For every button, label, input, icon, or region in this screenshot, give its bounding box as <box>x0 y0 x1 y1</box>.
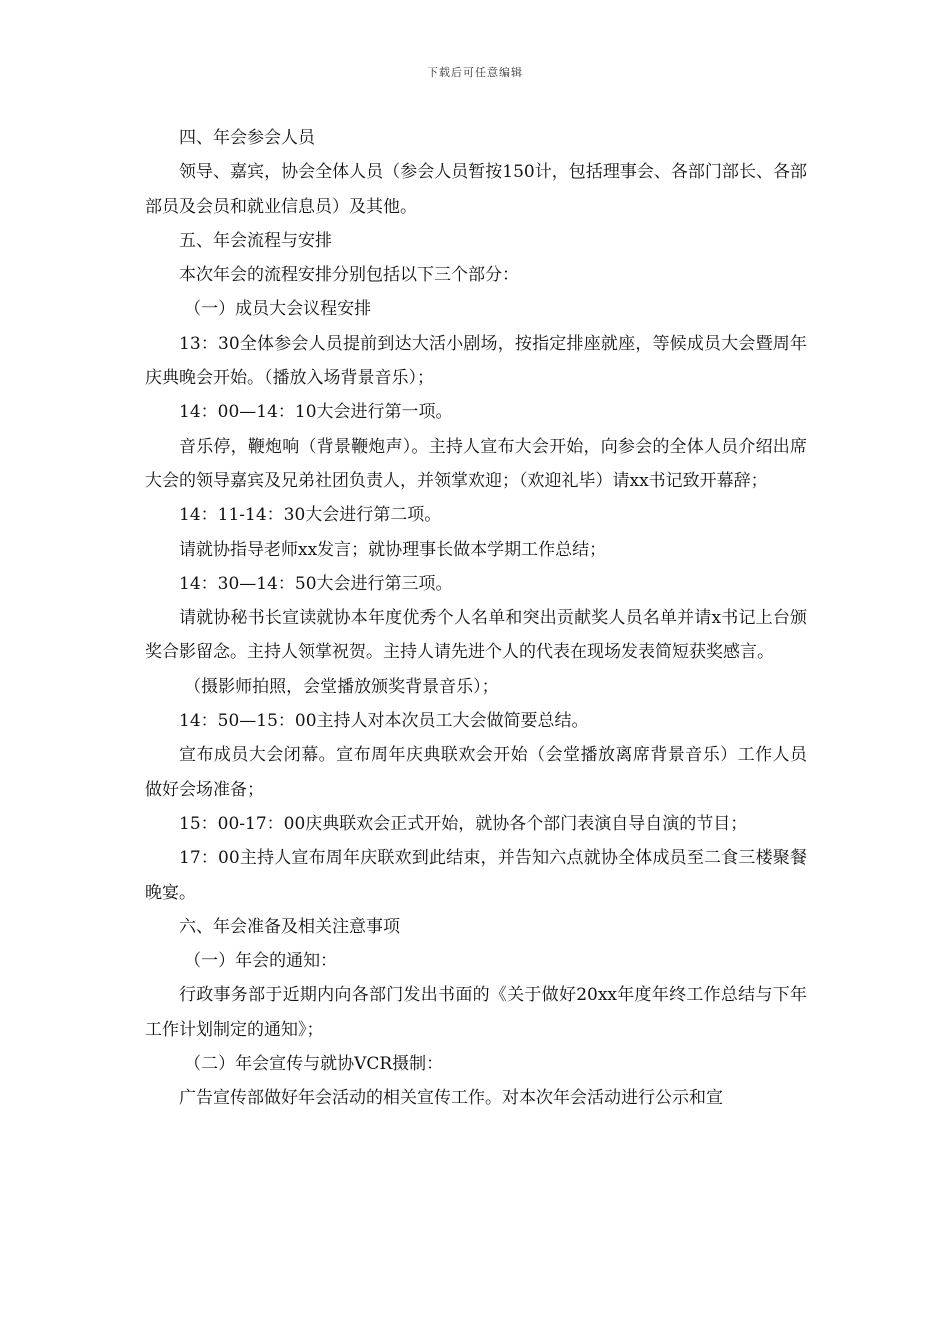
section-heading: 六、年会准备及相关注意事项 <box>179 916 400 937</box>
paragraph: 请就协指导老师xx发言；就协理事长做本学期工作总结； <box>179 539 607 560</box>
paragraph: 宣布成员大会闭幕。宣布周年庆典联欢会开始（会堂播放离席背景音乐）工作人员做好会场准备； <box>145 745 807 800</box>
subsection-heading: （二）年会宣传与就协VCR摄制： <box>184 1054 444 1075</box>
subsection-heading: （一）年会的通知： <box>184 951 338 972</box>
paragraph: 领导、嘉宾，协会全体人员（参会人员暂按150计，包括理事会、各部门部长、各部部员及会员和就业信息员）及其他。 <box>145 162 807 217</box>
paragraph: 14：30—14：50大会进行第三项。 <box>179 573 453 594</box>
paragraph: 行政事务部于近期内向各部门发出书面的《关于做好20xx年度年终工作总结与下年工作计划制定的通知》； <box>145 985 807 1040</box>
paragraph: 14：11-14：30大会进行第二项。 <box>179 505 442 526</box>
section-heading: 四、年会参会人员 <box>179 128 315 148</box>
paragraph: 广告宣传部做好年会活动的相关宣传工作。对本次年会活动进行公示和宣 <box>179 1088 723 1109</box>
paragraph: 14：50—15：00主持人对本次员工大会做简要总结。 <box>179 711 589 732</box>
section-heading: 五、年会流程与安排 <box>179 230 332 251</box>
document-body <box>145 121 807 1116</box>
paragraph: 15：00-17：00庆典联欢会正式开始，就协各个部门表演自导自演的节目； <box>179 813 748 834</box>
paragraph: 13：30全体参会人员提前到达大活小剧场，按指定排座就座，等候成员大会暨周年庆典晚会开始。（播放入场背景音乐）； <box>145 333 807 389</box>
paragraph: （摄影师拍照，会堂播放颁奖背景音乐）； <box>184 676 499 697</box>
paragraph: 17：00主持人宣布周年庆联欢到此结束，并告知六点就协全体成员至二食三楼聚餐晚宴。 <box>145 848 807 903</box>
paragraph: 请就协秘书长宣读就协本年度优秀个人名单和突出贡献奖人员名单并请x书记上台颁奖合影留念。主持人领掌祝贺。主持人请先进个人的代表在现场发表简短获奖感言。 <box>145 608 807 663</box>
subsection-heading: （一）成员大会议程安排 <box>184 299 372 320</box>
paragraph: 本次年会的流程安排分别包括以下三个部分： <box>179 265 519 286</box>
paragraph: 音乐停，鞭炮响（背景鞭炮声）。主持人宣布大会开始，向参会的全体人员介绍出席大会的领导嘉宾及兄弟社团负责人，并领掌欢迎；（欢迎礼毕）请xx书记致开幕辞； <box>145 436 807 491</box>
page-header-note: 下载后可任意编辑 <box>427 66 523 79</box>
paragraph: 14：00—14：10大会进行第一项。 <box>179 402 453 423</box>
